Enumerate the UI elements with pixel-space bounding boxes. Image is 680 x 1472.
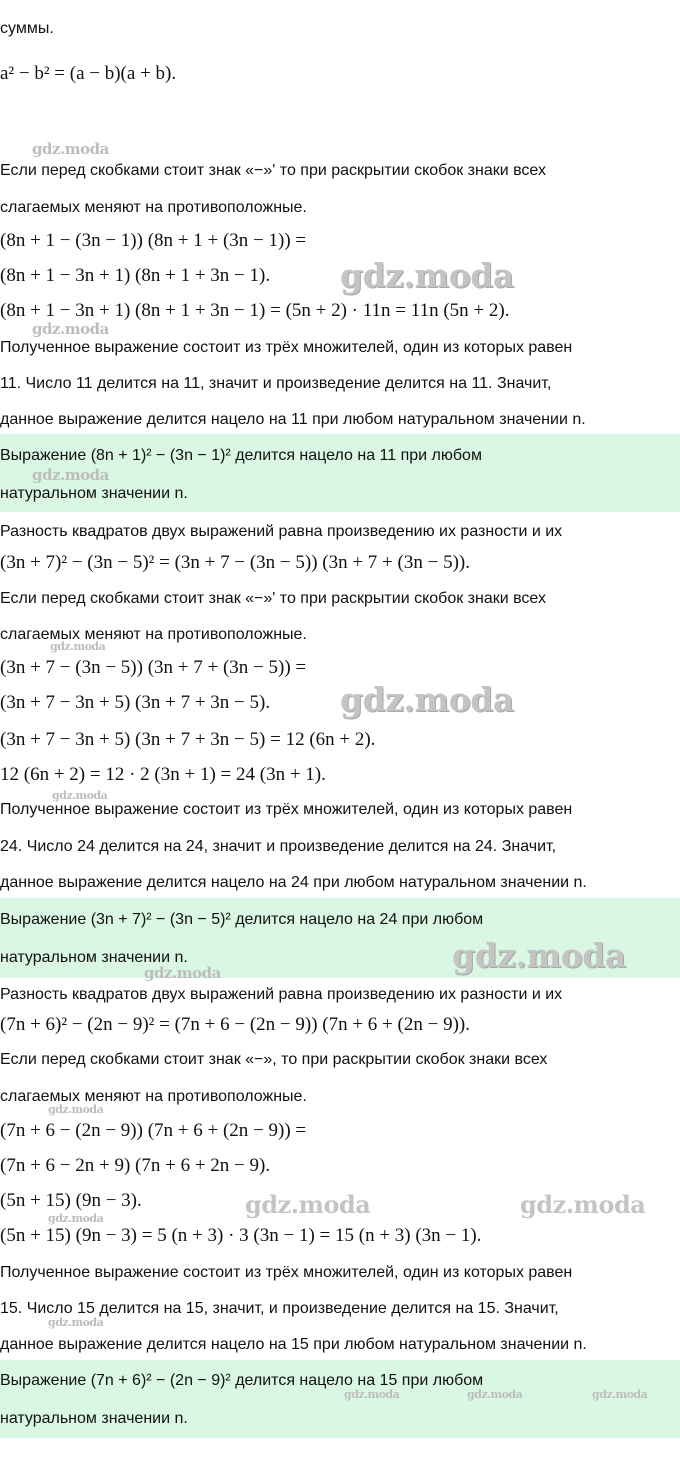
answer-text: Выражение (8n + 1)² − (3n − 1)² делится нацело на 11 при любом [0, 447, 482, 464]
text-line: Если перед скобками стоит знак «−», то при раскрытии скобок знаки всех [0, 1051, 548, 1068]
watermark: gdz.moda [48, 1316, 104, 1329]
text-line: Полученное выражение состоит из трёх множителей, один из которых равен [0, 1264, 573, 1281]
answer-text: натуральном значении n. [0, 949, 188, 966]
text-line: слагаемых меняют на противоположные. [0, 1088, 307, 1105]
formula-line: (3n + 7 − (3n − 5)) (3n + 7 + (3n − 5)) = [0, 657, 307, 678]
watermark: gdz.moda [452, 936, 626, 975]
formula-line: (8n + 1 − (3n − 1)) (8n + 1 + (3n − 1)) = [0, 230, 307, 251]
answer-text: Выражение (7n + 6)² − (2n − 9)² делится нацело на 15 при любом [0, 1372, 484, 1389]
text-line: Полученное выражение состоит из трёх множителей, один из которых равен [0, 801, 573, 818]
text-line: слагаемых меняют на противоположные. [0, 199, 307, 216]
text-line: 15. Число 15 делится на 15, значит, и произведение делится на 15. Значит, [0, 1300, 559, 1317]
text-line: 24. Число 24 делится на 24, значит и произведение делится на 24. Значит, [0, 838, 557, 855]
watermark: gdz.moda [48, 1103, 104, 1116]
answer-text: натуральном значении n. [0, 1410, 188, 1427]
formula-line: (7n + 6 − 2n + 9) (7n + 6 + 2n − 9). [0, 1155, 271, 1176]
watermark: gdz.moda [48, 1212, 104, 1225]
formula-line: (5n + 15) (9n − 3) = 5 (n + 3) · 3 (3n − 1) = 15 (n + 3) (3n − 1). [0, 1225, 482, 1246]
watermark: gdz.moda [32, 466, 109, 484]
watermark: gdz.moda [32, 320, 109, 338]
watermark: gdz.moda [344, 1388, 400, 1401]
text-line: Разность квадратов двух выражений равна произведению их разности и их [0, 523, 563, 540]
watermark: gdz.moda [32, 140, 109, 158]
watermark: gdz.moda [144, 964, 221, 982]
watermark: gdz.moda [52, 789, 108, 802]
text-line: Полученное выражение состоит из трёх множителей, один из которых равен [0, 339, 573, 356]
formula-line: (3n + 7)² − (3n − 5)² = (3n + 7 − (3n − 5)) (3n + 7 + (3n − 5)). [0, 552, 470, 573]
watermark: gdz.moda [340, 256, 514, 295]
answer-text: Выражение (3n + 7)² − (3n − 5)² делится нацело на 24 при любом [0, 911, 484, 928]
formula-line: 12 (6n + 2) = 12 · 2 (3n + 1) = 24 (3n + 1). [0, 764, 326, 785]
formula-line: (7n + 6 − (2n − 9)) (7n + 6 + (2n − 9)) = [0, 1120, 307, 1141]
formula-line: (7n + 6)² − (2n − 9)² = (7n + 6 − (2n − 9)) (7n + 6 + (2n − 9)). [0, 1014, 470, 1035]
formula-line: (8n + 1 − 3n + 1) (8n + 1 + 3n − 1) = (5n + 2) · 11n = 11n (5n + 2). [0, 300, 510, 321]
watermark: gdz.moda [592, 1388, 648, 1401]
formula-line: (3n + 7 − 3n + 5) (3n + 7 + 3n − 5) = 12 (6n + 2). [0, 729, 376, 750]
text-line: Разность квадратов двух выражений равна произведению их разности и их [0, 986, 563, 1003]
text-line: данное выражение делится нацело на 15 при любом натуральном значении n. [0, 1336, 587, 1353]
text-line: данное выражение делится нацело на 24 при любом натуральном значении n. [0, 874, 587, 891]
watermark: gdz.moda [340, 680, 514, 719]
watermark: gdz.moda [50, 640, 106, 653]
text-line: слагаемых меняют на противоположные. [0, 626, 307, 643]
watermark: gdz.moda [520, 1190, 646, 1219]
watermark: gdz.moda [467, 1388, 523, 1401]
formula-line: (8n + 1 − 3n + 1) (8n + 1 + 3n − 1). [0, 265, 271, 286]
watermark: gdz.moda [245, 1190, 371, 1219]
formula-line: (5n + 15) (9n − 3). [0, 1190, 142, 1211]
text-line: Если перед скобками стоит знак «−»' то при раскрытии скобок знаки всех [0, 590, 546, 607]
answer-text: натуральном значении n. [0, 485, 188, 502]
text-line: данное выражение делится нацело на 11 при любом натуральном значении n. [0, 411, 586, 428]
formula-line: (3n + 7 − 3n + 5) (3n + 7 + 3n − 5). [0, 692, 271, 713]
formula-line: a² − b² = (a − b)(a + b). [0, 63, 177, 84]
text-line: 11. Число 11 делится на 11, значит и произведение делится на 11. Значит, [0, 375, 552, 392]
text-line: Если перед скобками стоит знак «−»' то при раскрытии скобок знаки всех [0, 162, 546, 179]
text-line: суммы. [0, 20, 54, 37]
